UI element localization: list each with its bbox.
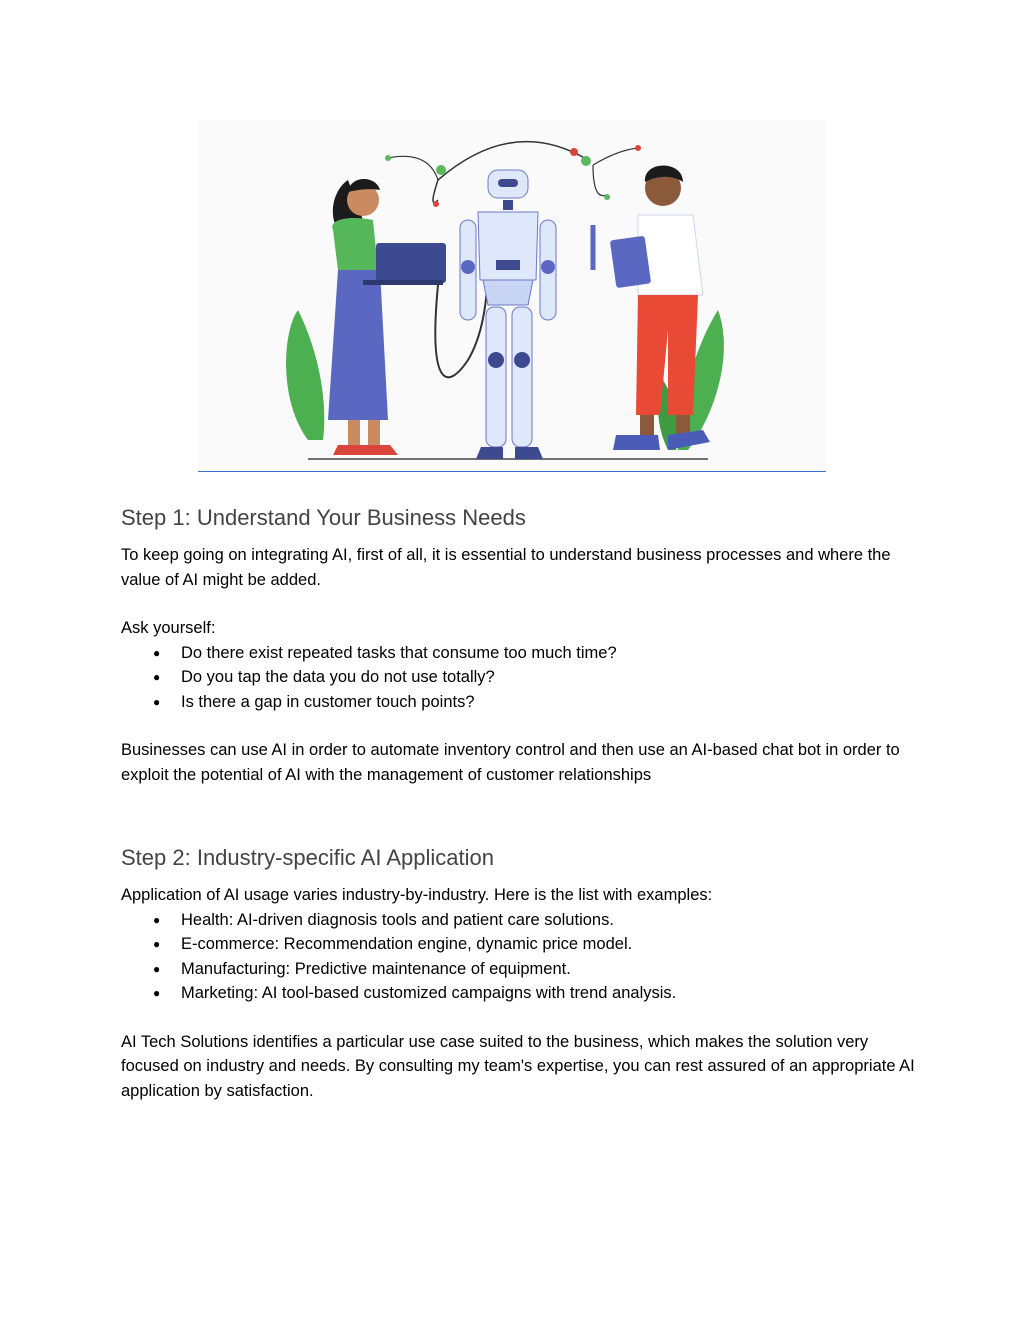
step1-intro: To keep going on integrating AI, first of all, it is essential to understand business processes and where the value of AI might be added. [121,546,891,589]
list-item: ● Manufacturing: Predictive maintenance of equipment. [181,957,921,982]
list-item: ● Do there exist repeated tasks that consume too much time? [181,641,921,666]
list-item: ● Is there a gap in customer touch points? [181,690,921,715]
step2-example-list [121,908,921,1006]
step2-intro: Application of AI usage varies industry-by-industry. Here is the list with examples: [121,886,713,904]
robot-team-illustration [198,120,826,466]
list-item: ● Health: AI-driven diagnosis tools and patient care solutions. [181,908,921,933]
step1-heading: Step 1: Understand Your Business Needs [121,505,526,530]
step1-closing: Businesses can use AI in order to automate inventory control and then use an AI-based chat bot in order to exploit the potential of AI with the management of customer relationships [121,741,900,784]
step1-question-list [121,641,921,715]
illustration-divider [198,471,826,472]
article-body [121,503,921,1103]
list-item: ● Marketing: AI tool-based customized campaigns with trend analysis. [181,981,921,1006]
step2-closing: AI Tech Solutions identifies a particular use case suited to the business, which makes the solution very focused on industry and needs. By consulting my team's expertise, you can rest assured of an appropriate AI application by satisfaction. [121,1032,915,1100]
list-item: ● Do you tap the data you do not use totally? [181,665,921,690]
step2-heading: Step 2: Industry-specific AI Application [121,845,494,870]
list-item: ● E-commerce: Recommendation engine, dynamic price model. [181,932,921,957]
step1-ask: Ask yourself: [121,619,216,637]
